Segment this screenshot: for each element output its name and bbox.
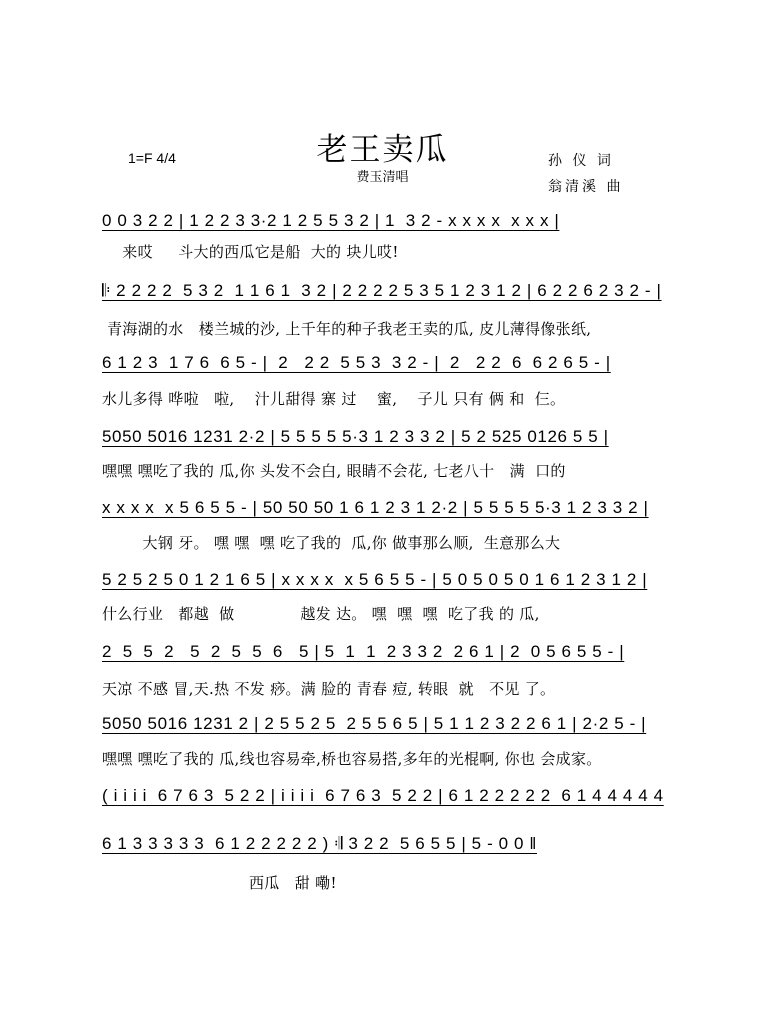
lyric-line-10: 西瓜 甜 嘞!: [102, 874, 337, 892]
key-and-time-signature: 1=F 4/4: [128, 150, 176, 166]
lyric-line-1: 来哎 斗大的西瓜它是船 大的 块儿哎!: [102, 243, 399, 261]
notation-line-9: ( i i i i 6 7 6 3 5 2 2 | i i i i 6 7 6 3 5 2 2 | 6 1 2 2 2 2 2 6 1 4 4 4 4 4: [102, 786, 664, 805]
singer-credit: 费玉清唱: [356, 170, 409, 185]
lyric-line-6: 什么行业 都越 做 越发 达。 嘿 嘿 嘿 吃了我 的 瓜,: [102, 605, 540, 623]
lyric-line-4: 嘿嘿 嘿吃了我的 瓜,你 头发不会白, 眼睛不会花, 七老八十 满 口的: [102, 462, 566, 480]
lyricist-credit: 孙 仪 词: [548, 153, 614, 169]
lyric-line-8: 嘿嘿 嘿吃了我的 瓜,线也容易牵,桥也容易搭,多年的光棍啊, 你也 会成家。: [102, 750, 602, 768]
composer-credit: 翁清溪 曲: [548, 179, 624, 195]
notation-line-6: 5 2 5 2 5 0 1 2 1 6 5 | x x x x x 5 6 5 5 - | 5 0 5 0 5 0 1 6 1 2 3 1 2 |: [102, 570, 648, 589]
lyric-line-5: 大钢 牙。 嘿 嘿 嘿 吃了我的 瓜,你 做事那么顺, 生意那么大: [102, 534, 561, 552]
lyric-line-7: 天凉 不感 冒,天.热 不发 痧。满 脸的 青春 痘, 转眼 就 不见 了。: [102, 680, 556, 698]
song-title: 老王卖瓜: [316, 132, 449, 168]
notation-line-3: 6 1 2 3 1 7 6 6 5 - | 2 2 2 5 5 3 3 2 - | 2 2 2 6 6 2 6 5 - |: [102, 353, 611, 372]
lyric-line-2: 青海湖的水 楼兰城的沙, 上千年的种子我老王卖的瓜, 皮儿薄得像张纸,: [102, 320, 592, 338]
notation-line-4: 5050 5016 1231 2·2 | 5 5 5 5 5·3 1 2 3 3 2 | 5 2 525 0126 5 5 |: [102, 427, 609, 446]
lyric-line-3: 水儿多得 哗啦 啦, 汁儿甜得 寨 过 蜜, 子儿 只有 俩 和 仨。: [102, 390, 566, 408]
notation-line-8: 5050 5016 1231 2 | 2 5 5 2 5 2 5 5 6 5 | 5 1 1 2 3 2 2 6 1 | 2·2 5 - |: [102, 714, 647, 733]
notation-line-2: 𝄆 2 2 2 2 5 3 2 1 1 6 1 3 2 | 2 2 2 2 5 3 5 1 2 3 1 2 | 6 2 2 6 2 3 2 - |: [102, 281, 662, 300]
notation-line-5: x x x x x 5 6 5 5 - | 50 50 50 1 6 1 2 3 1 2·2 | 5 5 5 5 5·3 1 2 3 3 2 |: [102, 498, 649, 517]
notation-line-10: 6 1 3 3 3 3 3 6 1 2 2 2 2 2 ) 𝄇 3 2 2 5 6 5 5 | 5 - 0 0 ‖: [102, 834, 538, 853]
notation-line-1: 0 0 3 2 2 | 1 2 2 3 3·2 1 2 5 5 3 2 | 1 3 2 - x x x x x x x |: [102, 211, 560, 230]
notation-line-7: 2 5 5 2 5 2 5 5 6 5 | 5 1 1 2 3 3 2 2 6 1 | 2 0 5 6 5 5 - |: [102, 642, 625, 661]
